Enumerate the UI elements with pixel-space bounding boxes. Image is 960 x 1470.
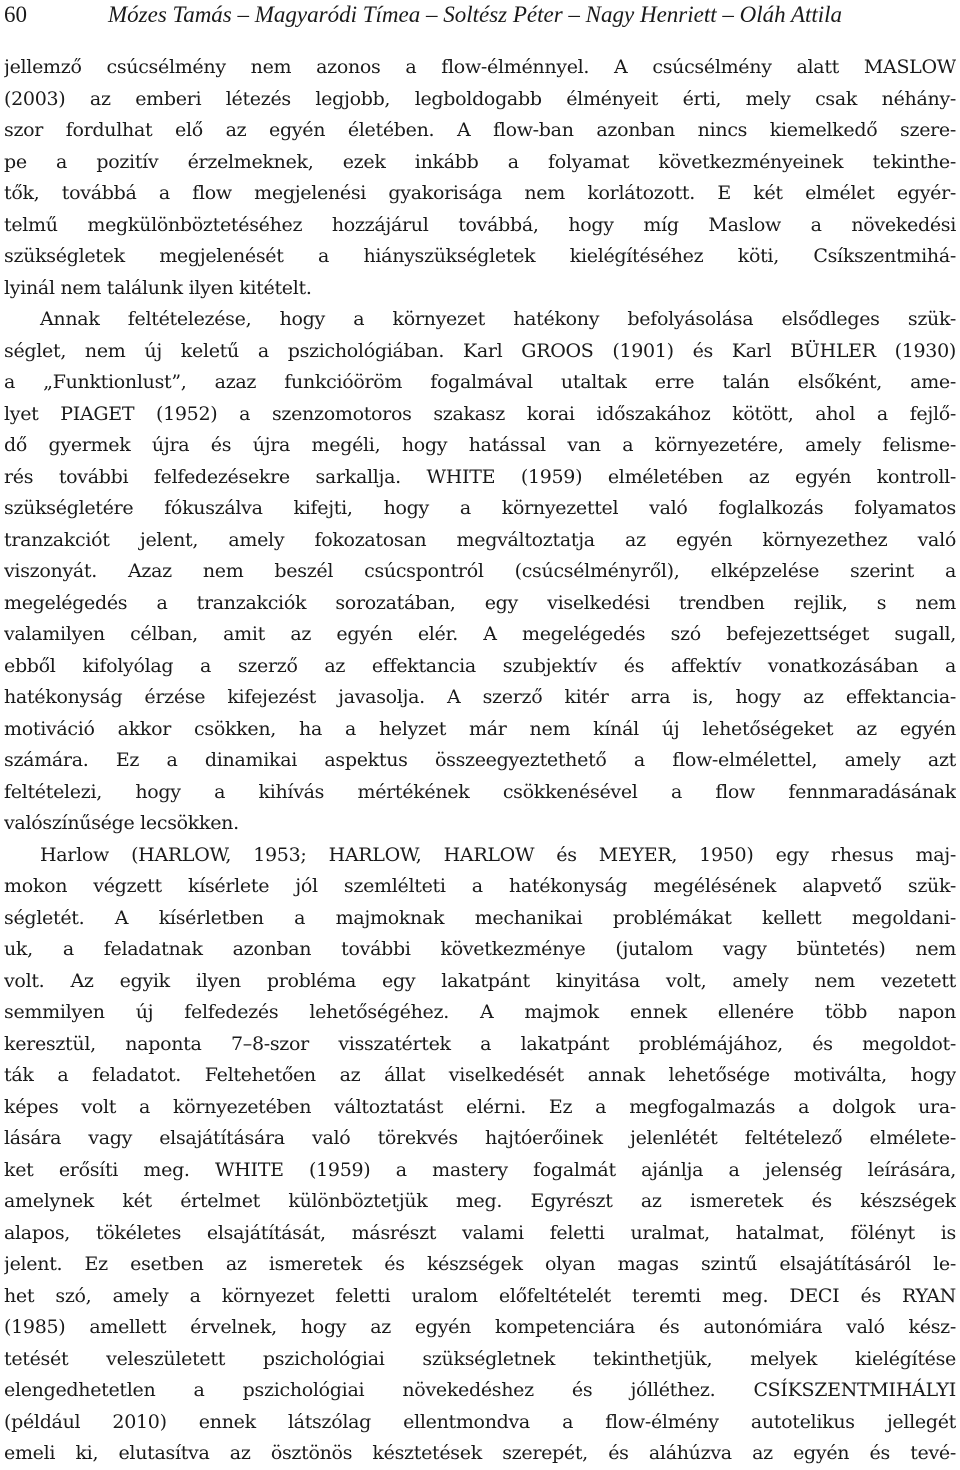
running-header: [4, 0, 956, 30]
text-line: Annak feltételezése, hogy a környezet hatékony befolyásolása elsődleges szük-: [40, 308, 956, 330]
text-line: lására vagy elsajátítására való törekvés hajtóerőinek jelenlétét feltételező elmélete-: [4, 1127, 956, 1149]
text-line: jellemző csúcsélmény nem azonos a flow-élménnyel. A csúcsélmény alatt MASLOW: [4, 56, 956, 78]
text-line: lyet PIAGET (1952) a szenzomotoros szakasz korai időszakához kötött, ahol a fejlő-: [4, 402, 956, 425]
running-head-authors: Mózes Tamás – Magyaródi Tímea – Soltész Péter – Nagy Henriett – Oláh Attila: [108, 2, 843, 27]
text-line: megelégedés a tranzakciók sorozatában, egy viselkedési trendben rejlik, s nem: [4, 591, 956, 614]
text-line: szor fordulhat elő az egyén életében. A flow-ban azonban nincs kiemelkedő szere-: [4, 119, 956, 141]
text-line: valamilyen célban, amit az egyén elér. A megelégedés szó befejezettséget sugall,: [4, 623, 956, 645]
text-line: valószínűsége lecsökken.: [4, 812, 239, 834]
text-line: mokon végzett kísérlete jól szemlélteti a hatékonyság megélésének alapvető szük-: [4, 875, 956, 897]
text-line: szükségletek megjelenését a hiányszükségletek kielégítéséhez köti, Csíkszentmihá-: [4, 245, 956, 267]
text-line: ebből kifolyólag a szerző az effektancia szubjektív és affektív vonatkozásában a: [4, 654, 956, 677]
text-line: viszonyát. Azaz nem beszél csúcspontról (csúcsélményről), elképzelése szerint a: [4, 560, 956, 582]
text-line: (például 2010) ennek látszólag ellentmondva a flow-élmény autotelikus jellegét: [4, 1410, 956, 1433]
text-line: szükségletére fókuszálva kifejti, hogy a környezettel való foglalkozás folyamatos: [4, 497, 956, 519]
text-line: képes volt a környezetében változtatást elérni. Ez a megfogalmazás a dolgok ura-: [4, 1095, 956, 1118]
text-line: a „Funktionlust”, azaz funkcióöröm fogalmával utaltak erre talán elsőként, ame-: [4, 371, 956, 393]
text-line: ket erősíti meg. WHITE (1959) a mastery fogalmát ajánlja a jelenség leírására,: [4, 1158, 956, 1181]
text-line: alapos, tökéletes elsajátítását, másrészt valami feletti uralmat, hatalmat, fölényt is: [4, 1221, 956, 1244]
text-line: tranzakciót jelent, amely fokozatosan megváltoztatja az egyén környezethez való: [4, 528, 956, 551]
text-line: lyinál nem találunk ilyen kitételt.: [4, 276, 312, 299]
text-line: semmilyen új felfedezés lehetőségéhez. A majmok ennek ellenére több napon: [4, 1001, 956, 1023]
text-line: volt. Az egyik ilyen probléma egy lakatpánt kinyitása volt, amely nem vezetett: [4, 969, 956, 992]
text-line: pe a pozitív érzelmeknek, ezek inkább a folyamat következményeinek tekinthe-: [4, 150, 956, 173]
text-line: het szó, amely a környezet feletti uralom előfeltételét teremti meg. DECI és RYAN: [4, 1284, 956, 1307]
text-line: ták a feladatot. Feltehetően az állat viselkedését annak lehetősége motiválta, hogy: [4, 1064, 956, 1086]
text-line: feltételezi, hogy a kihívás mértékének csökkenésével a flow fennmaradásának: [4, 780, 956, 803]
text-line: jelent. Ez esetben az ismeretek és készségek olyan magas szintű elsajátításáról le-: [4, 1253, 956, 1275]
text-line: számára. Ez a dinamikai aspektus összeegyeztethető a flow-elmélettel, amely azt: [4, 749, 956, 771]
text-line: keresztül, naponta 7–8-szor visszatértek a lakatpánt problémájához, és megoldot-: [4, 1032, 956, 1055]
text-line: rés további felfedezésekre sarkallja. WHITE (1959) elméletében az egyén kontroll-: [4, 465, 956, 488]
page-number: 60: [4, 2, 27, 27]
text-line: séglet, nem új keletű a pszichológiában. Karl GROOS (1901) és Karl BÜHLER (1930): [4, 339, 956, 362]
text-line: Harlow (HARLOW, 1953; HARLOW, HARLOW és MEYER, 1950) egy rhesus maj-: [40, 843, 956, 866]
text-line: (1985) amellett érvelnek, hogy az egyén kompetenciára és autonómiára való kész-: [4, 1316, 956, 1338]
text-line: (2003) az emberi létezés legjobb, legboldogabb élményeit érti, mely csak néhány-: [4, 87, 956, 110]
body-text: [4, 52, 956, 1470]
text-line: hatékonyság érzése kifejezést javasolja. A szerző kitér arra is, hogy az effektancia-: [4, 686, 956, 708]
text-line: dő gyermek újra és újra megéli, hogy hatással van a környezetére, amely felisme-: [4, 434, 956, 456]
text-line: emeli ki, elutasítva az ösztönös késztetések szerepét, és aláhúzva az egyén és tevé-: [4, 1442, 956, 1464]
text-line: tők, továbbá a flow megjelenési gyakorisága nem korlátozott. E két elmélet egyér-: [4, 182, 956, 204]
text-line: motiváció akkor csökken, ha a helyzet már nem kínál új lehetőségeket az egyén: [4, 717, 956, 740]
text-line: telmű megkülönböztetéséhez hozzájárul továbbá, hogy míg Maslow a növekedési: [4, 213, 956, 236]
text-line: elengedhetetlen a pszichológiai növekedéshez és jólléthez. CSÍKSZENTMIHÁLYI: [4, 1379, 956, 1401]
text-line: amelynek két értelmet különböztetjük meg. Egyrészt az ismeretek és készségek: [4, 1190, 956, 1212]
text-line: ségletét. A kísérletben a majmoknak mechanikai problémákat kellett megoldani-: [4, 906, 956, 929]
text-line: uk, a feladatnak azonban további következménye (jutalom vagy büntetés) nem: [4, 938, 956, 960]
text-line: tetését veleszületett pszichológiai szükségletnek tekinthetjük, melyek kielégítése: [4, 1347, 956, 1370]
